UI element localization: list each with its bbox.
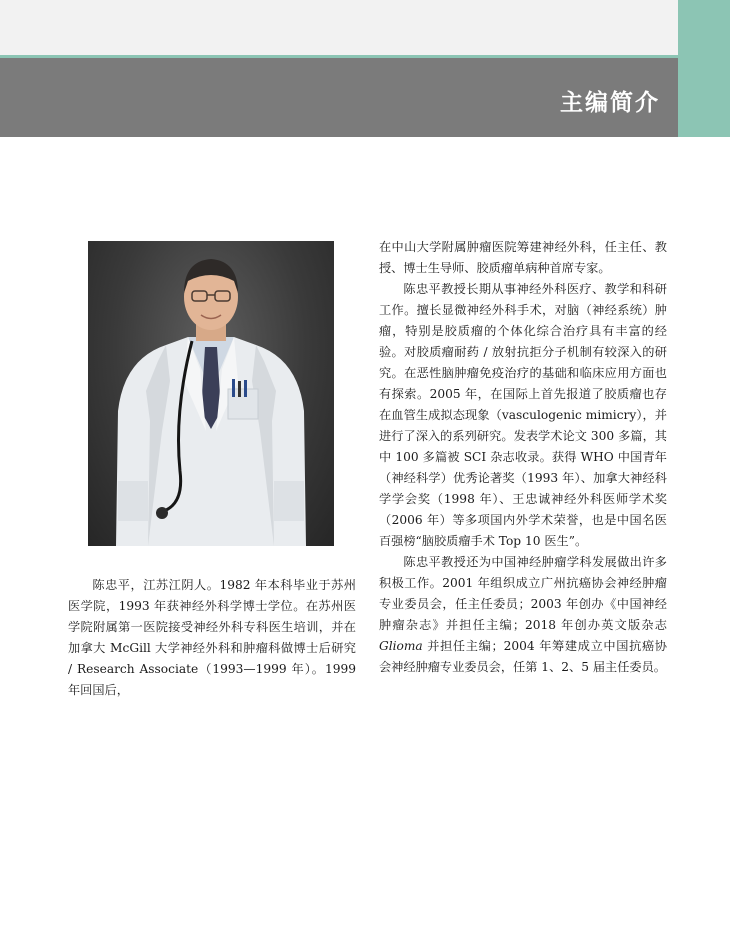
author-portrait — [88, 241, 334, 546]
bio-paragraph-3-part-2: 并担任主编；2004 年筹建成立中国抗癌协会神经肿瘤专业委员会，任第 1、2、5 届主任委员。 — [379, 639, 667, 674]
bio-right-column — [379, 237, 667, 678]
page-title: 主编简介 — [560, 90, 660, 116]
journal-title-glioma: Glioma — [379, 639, 423, 653]
bio-paragraph-1-continued: 在中山大学附属肿瘤医院筹建神经外科，任主任、教授、博士生导师、胶质瘤单病种首席专家。 — [379, 240, 667, 275]
bio-paragraph-3-part-1: 陈忠平教授还为中国神经肿瘤学科发展做出许多积极工作。2001 年组织成立广州抗癌协会神经肿瘤专业委员会，任主任委员；2003 年创办《中国神经肿瘤杂志》并担任主编；2018 年创办英文版杂志 — [379, 555, 667, 632]
portrait-illustration — [88, 241, 334, 546]
bio-left-column — [68, 575, 356, 701]
bio-paragraph-3 — [379, 552, 667, 678]
bio-paragraph-2: 陈忠平教授长期从事神经外科医疗、教学和科研工作。擅长显微神经外科手术，对脑（神经系统）肿瘤，特别是胶质瘤的个体化综合治疗具有丰富的经验。对胶质瘤耐药 / 放射抗拒分子机制有较深入的研究。在恶性脑肿瘤免疫治疗的基础和临床应用方面也有探索。2005 年，在国际上首先报道了胶质瘤也存在血管生成拟态现象（vasculogenic mimicry），并进行了深入的系列研究。发表学术论文 300 多篇，其中 100 多篇被 SCI 杂志收录。获得 WHO 中国青年（神经科学）优秀论著奖（1993 年）、加拿大神经科学学会奖（1998 年）、王忠诚神经外科医师学术奖（2006 年）等多项国内外学术荣誉，也是中国名医百强榜“脑胶质瘤手术 Top 10 医生”。 — [379, 282, 667, 548]
top-strip — [0, 0, 678, 55]
bio-paragraph-1: 陈忠平，江苏江阴人。1982 年本科毕业于苏州医学院，1993 年获神经外科学博士学位。在苏州医学院附属第一医院接受神经外科专科医生培训，并在加拿大 McGill 大学神经外科和肿瘤科做博士后研究 / Research Associate（1993—1999 年）。1999 年回国后， — [68, 578, 356, 697]
accent-bar — [678, 0, 730, 137]
